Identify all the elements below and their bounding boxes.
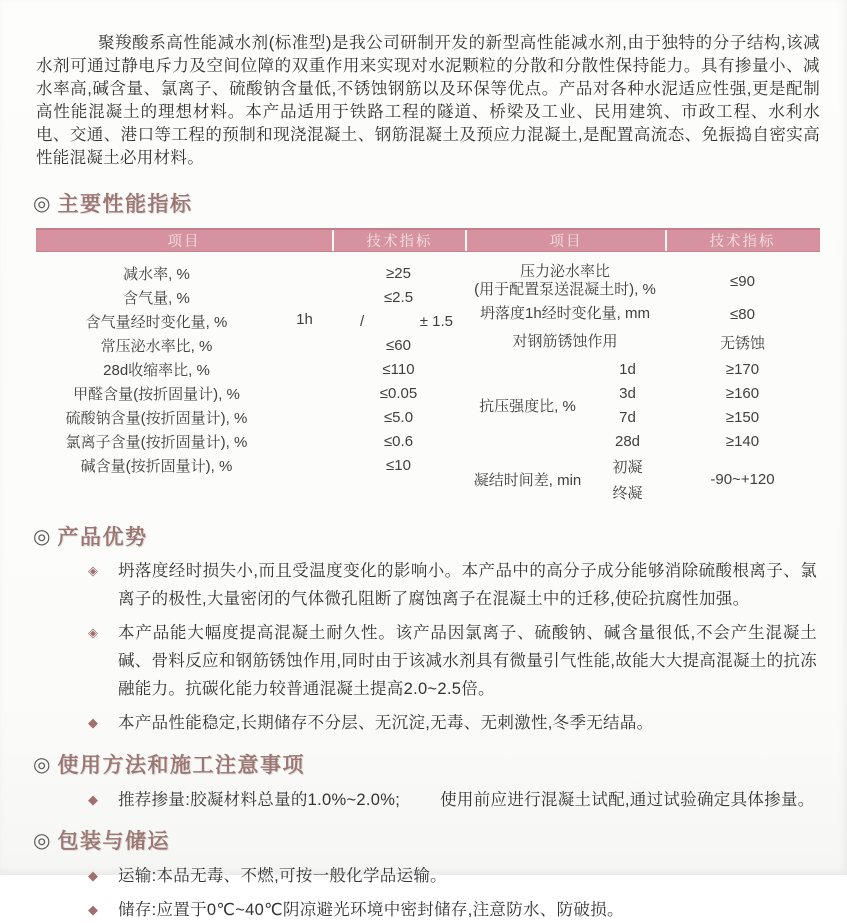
section-bullseye-icon: ◎ (33, 829, 51, 852)
section-title-packaging (33, 825, 847, 855)
strength-rows (590, 357, 820, 453)
table-row (465, 261, 820, 301)
section-title-text: 使用方法和施工注意事项 (57, 754, 305, 777)
value-cell: ≤110 (382, 360, 415, 378)
age-cell: 28d (614, 432, 641, 450)
table-row (590, 429, 820, 453)
value-cell: ≥160 (725, 384, 760, 402)
value-cell: ≤80 (730, 305, 755, 323)
setting-sub-labels (590, 456, 665, 503)
value-cell: ≤60 (386, 336, 411, 354)
list-item (36, 863, 817, 889)
item-line2: (用于配置泵送混凝土时), % (474, 281, 656, 298)
item-cell: 含气量, % (123, 289, 190, 307)
group-label: 凝结时间差, min (473, 471, 582, 489)
group-label: 抗压强度比, % (479, 397, 576, 415)
value-cell (332, 313, 465, 330)
item-cell: 甲醛含量(按折固量计), % (73, 385, 240, 403)
table-header-cell: 技术指标 (665, 230, 818, 251)
final-set-label: 终凝 (612, 484, 643, 502)
diamond-icon: ◈ (88, 625, 99, 640)
item-cell (465, 263, 665, 299)
list-item-text: 本产品性能稳定,长期储存不分层、无沉淀,无毒、无刺激性,冬季无结晶。 (118, 714, 654, 732)
setting-time-group (465, 453, 820, 505)
item-line1: 压力泌水率比 (519, 263, 610, 280)
time-label: 1h (296, 310, 313, 328)
table-left-half (36, 261, 465, 505)
value-cell: ≥25 (386, 264, 411, 282)
age-cell: 3d (619, 384, 636, 402)
value-cell: ≥170 (725, 360, 760, 378)
usage-list (36, 787, 817, 813)
age-cell: 1d (619, 360, 636, 378)
list-item-text: 储存:应置于0℃~40℃阴凉避光环境中密封储存,注意防水、防破损。 (118, 901, 624, 919)
diamond-icon: ◆ (88, 792, 99, 807)
performance-table (36, 228, 820, 505)
value-cell: ≤0.6 (383, 432, 414, 450)
item-cell: 对钢筋锈蚀作用 (512, 333, 618, 350)
table-header-cell: 技术指标 (332, 230, 465, 251)
table-row (36, 381, 465, 405)
table-row (465, 301, 820, 327)
diamond-icon: ◆ (88, 868, 99, 883)
item-cell: 常压泌水率比, % (100, 337, 213, 355)
slash-separator: / (360, 312, 365, 330)
table-header-row (36, 228, 820, 252)
advantages-list (36, 557, 817, 737)
item-cell: 坍落度1h经时变化量, mm (479, 305, 650, 322)
packaging-list (36, 863, 817, 923)
list-item (36, 787, 817, 813)
table-row (36, 261, 465, 285)
section-title-usage (33, 749, 847, 779)
table-row (36, 405, 465, 429)
item-cell: 减水率, % (123, 265, 190, 283)
diamond-icon: ◈ (88, 563, 99, 578)
age-cell: 7d (619, 408, 636, 426)
initial-set-label: 初凝 (612, 458, 643, 476)
section-bullseye-icon: ◎ (33, 192, 51, 215)
item-label: 含气量经时变化量, % (85, 313, 228, 331)
table-header-cell: 项目 (167, 234, 201, 250)
section-title-advantages (33, 521, 847, 551)
table-right-half (465, 261, 820, 505)
value-cell: ≥140 (725, 432, 760, 450)
item-cell: 28d收缩率比, % (103, 361, 210, 379)
value-cell: ≤5.0 (383, 408, 414, 426)
diamond-icon: ◆ (88, 902, 99, 917)
value-cell: -90~+120 (710, 470, 775, 488)
section-title-text: 主要性能指标 (57, 193, 193, 216)
value-cell: ≤90 (730, 272, 755, 290)
list-item (36, 557, 817, 613)
dosage-text: 推荐掺量:胶凝材料总量的1.0%~2.0%; (118, 791, 401, 809)
list-item (36, 897, 817, 923)
item-cell: 硫酸钠含量(按折固量计), % (65, 409, 248, 427)
table-row (590, 405, 820, 429)
strength-ratio-group (465, 357, 820, 453)
table-row (36, 333, 465, 357)
list-item-text: 本产品能大幅度提高混凝土耐久性。该产品因氯离子、硫酸钠、碱含量很低,不会产生混凝土碱、骨料反应和钢筋锈蚀作用,同时由于该减水剂具有微量引气性能,故能大大提高混凝土的抗冻融能力。抗碳化能力较普通混凝土提高2.0~2.5倍。 (118, 624, 817, 698)
table-row (590, 357, 820, 381)
list-item (36, 619, 817, 703)
section-bullseye-icon: ◎ (33, 525, 51, 548)
table-row (36, 429, 465, 453)
list-item-text: 运输:本品无毒、不燃,可按一般化学品运输。 (118, 867, 447, 885)
item-cell: 碱含量(按折固量计), % (80, 457, 233, 475)
value-cell: ≥150 (725, 408, 760, 426)
value-cell: ≤2.5 (383, 288, 414, 306)
section-bullseye-icon: ◎ (33, 753, 51, 776)
list-item (36, 709, 817, 737)
diamond-icon: ◆ (88, 715, 99, 730)
list-item-text: 坍落度经时损失小,而且受温度变化的影响小。本产品中的高分子成分能够消除硫酸根离子、氯离子的极性,大量密闭的气体微孔阻断了腐蚀离子在混凝土中的迁移,使砼抗腐性加强。 (118, 562, 817, 608)
table-row (36, 309, 465, 333)
value-cell: ≤0.05 (379, 384, 418, 402)
table-header-cell: 项目 (465, 230, 665, 251)
table-row (36, 285, 465, 309)
table-row (36, 453, 465, 477)
trial-mix-text: 使用前应进行混凝土试配,通过试验确定具体掺量。 (440, 791, 815, 809)
table-body (36, 252, 820, 505)
section-title-text: 包装与储运 (57, 830, 170, 853)
intro-paragraph: 聚羧酸系高性能减水剂(标准型)是我公司研制开发的新型高性能减水剂,由于独特的分子结构,该减水剂可通过静电斥力及空间位障的双重作用来实现对水泥颗粒的分散和分散性保持能力。具有掺量小、减水率高,碱含量、氯离子、硫酸钠含量低,不锈蚀钢筋以及环保等优点。产品对各种水泥适应性强,更是配制高性能混凝土的理想材料。本产品适用于铁路工程的隧道、桥梁及工业、民用建筑、市政工程、水利水电、交通、港口等工程的预制和现浇混凝土、钢筋混凝土及预应力混凝土,是配置高流态、免振捣自密实高性能混凝土必用材料。 (36, 34, 820, 167)
value-cell: ≤10 (386, 456, 411, 474)
item-cell (36, 311, 332, 332)
value-cell: 无锈蚀 (719, 334, 765, 352)
section-title-performance (33, 188, 847, 218)
table-row (590, 381, 820, 405)
section-title-text: 产品优势 (57, 526, 148, 549)
item-cell: 氯离子含量(按折固量计), % (65, 433, 248, 451)
list-item-text (118, 787, 817, 813)
table-row (465, 327, 820, 357)
table-row (36, 357, 465, 381)
value-text: ± 1.5 (419, 312, 453, 330)
